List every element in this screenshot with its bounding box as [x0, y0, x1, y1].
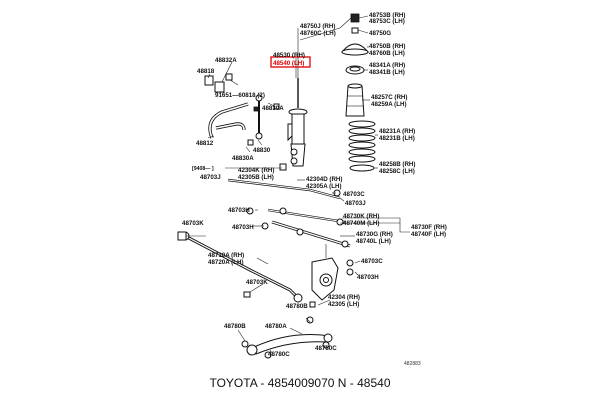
lateral-link-lower-part	[272, 222, 350, 247]
label-48830a-bottom: 48830A	[232, 155, 254, 162]
bolt-42304-part	[310, 302, 315, 307]
label-48753b: 48753B (RH)	[369, 12, 406, 19]
label-48818: 48818	[197, 68, 215, 75]
label-48730f: 48730F (RH)	[411, 224, 447, 231]
nut-48750g-part	[352, 28, 358, 33]
trailing-arm-part	[181, 232, 302, 302]
stabilizer-link-part	[254, 95, 262, 139]
spring-seat-part	[350, 165, 374, 171]
label-42305a: 42305A (LH)	[306, 183, 342, 190]
label-48750g: 48750G	[369, 30, 392, 37]
dust-boot-part	[346, 86, 364, 116]
label-48720a: 48720A (LH)	[208, 259, 244, 266]
label-48750b: 48750B (RH)	[369, 43, 406, 50]
label-48703j-right: 48703J	[345, 200, 366, 207]
label-42305b: 42305B (LH)	[238, 174, 274, 181]
bolt-42304k-part	[280, 164, 286, 170]
label-48760b: 48760B (LH)	[369, 50, 405, 57]
label-48703c-top: 48703C	[343, 191, 365, 198]
label-48750j: 48750J (RH)	[300, 23, 336, 30]
label-48231a: 48231A (RH)	[379, 128, 416, 135]
label-48740l: 48740L (LH)	[356, 238, 391, 245]
label-42305: 42305 (LH)	[328, 301, 360, 308]
label-48710a: 48710A (RH)	[208, 252, 245, 259]
label-48259a: 48259A (LH)	[371, 101, 407, 108]
label-48730k: 48730K (RH)	[343, 213, 380, 220]
label-48830a-top: 48830A	[262, 105, 284, 112]
label-48730g: 48730G (RH)	[356, 231, 393, 238]
coil-spring-part	[349, 121, 375, 162]
diagram-reference-code: 482883	[404, 361, 421, 367]
mount-base-part	[342, 49, 368, 55]
rear-axle-carrier-part	[312, 244, 338, 300]
label-48703h-mid: 48703H	[232, 224, 254, 231]
bracket-part	[226, 74, 232, 80]
label-48703k-b: 48703K	[246, 279, 268, 286]
label-42304: 42304 (RH)	[328, 294, 360, 301]
upper-mount-assembly	[342, 14, 368, 116]
label-48231b: 48231B (LH)	[379, 135, 415, 142]
bolt-48703k-part	[178, 232, 186, 240]
dust-boot-top-part	[348, 84, 362, 88]
stabilizer-bushings	[205, 74, 232, 92]
label-48703h-top: 48703H	[228, 207, 250, 214]
lateral-link-upper-part	[268, 208, 345, 225]
label-48780a: 48780A	[265, 323, 287, 330]
bushing-48818-part	[205, 76, 213, 85]
label-48832a: 48832A	[215, 57, 237, 64]
label-42304k: 42304K (RH)	[238, 167, 275, 174]
label-48257c: 48257C (RH)	[371, 94, 408, 101]
label-48258b: 48258B (RH)	[379, 161, 416, 168]
label-42304d: 42304D (RH)	[306, 176, 343, 183]
label-48703c-right: 48703C	[361, 258, 383, 265]
nut-48703h-part	[347, 269, 353, 275]
label-48530: 48530 (RH)	[273, 52, 305, 59]
label-91651: 91651—60818 (2)	[215, 92, 265, 99]
label-48780c-left: 48780C	[268, 351, 290, 358]
nut-48703c-part	[347, 260, 353, 266]
part-caption: TOYOTA - 4854009070 N - 48540	[209, 376, 391, 390]
label-48703j-left: 48703J	[200, 174, 221, 181]
label-48740m: 48740M (LH)	[343, 220, 380, 227]
label-48341a: 48341A (RH)	[369, 62, 406, 69]
label-48740f: 48740F (LH)	[411, 231, 447, 238]
shock-absorber-part	[288, 78, 307, 166]
nut-48703k-part	[244, 292, 250, 297]
label-48760c: 48760C (LH)	[300, 30, 336, 37]
label-48703h-right: 48703H	[357, 274, 379, 281]
label-9408: [9408— ]	[192, 166, 214, 172]
nut-48830a-lower-part	[248, 140, 253, 145]
label-48341b: 48341B (LH)	[369, 69, 405, 76]
label-48780c-right: 48780C	[315, 345, 337, 352]
label-48540-highlighted: 48540 (LH)	[273, 60, 305, 67]
strut-nut-part	[351, 14, 359, 22]
bushing-48780b-part	[242, 341, 248, 347]
stabilizer-bar-part	[210, 104, 248, 138]
label-48258c: 48258C (LH)	[379, 168, 415, 175]
label-48780b-left: 48780B	[224, 323, 246, 330]
label-48780b-mid: 48780B	[286, 303, 308, 310]
label-48703k: 48703K	[182, 220, 204, 227]
bearing-inner-part	[350, 67, 360, 71]
label-48753c: 48753C (LH)	[369, 18, 405, 25]
label-48812: 48812	[196, 140, 214, 147]
bushing-48832a-part	[215, 82, 224, 92]
label-48830: 48830	[253, 147, 271, 154]
